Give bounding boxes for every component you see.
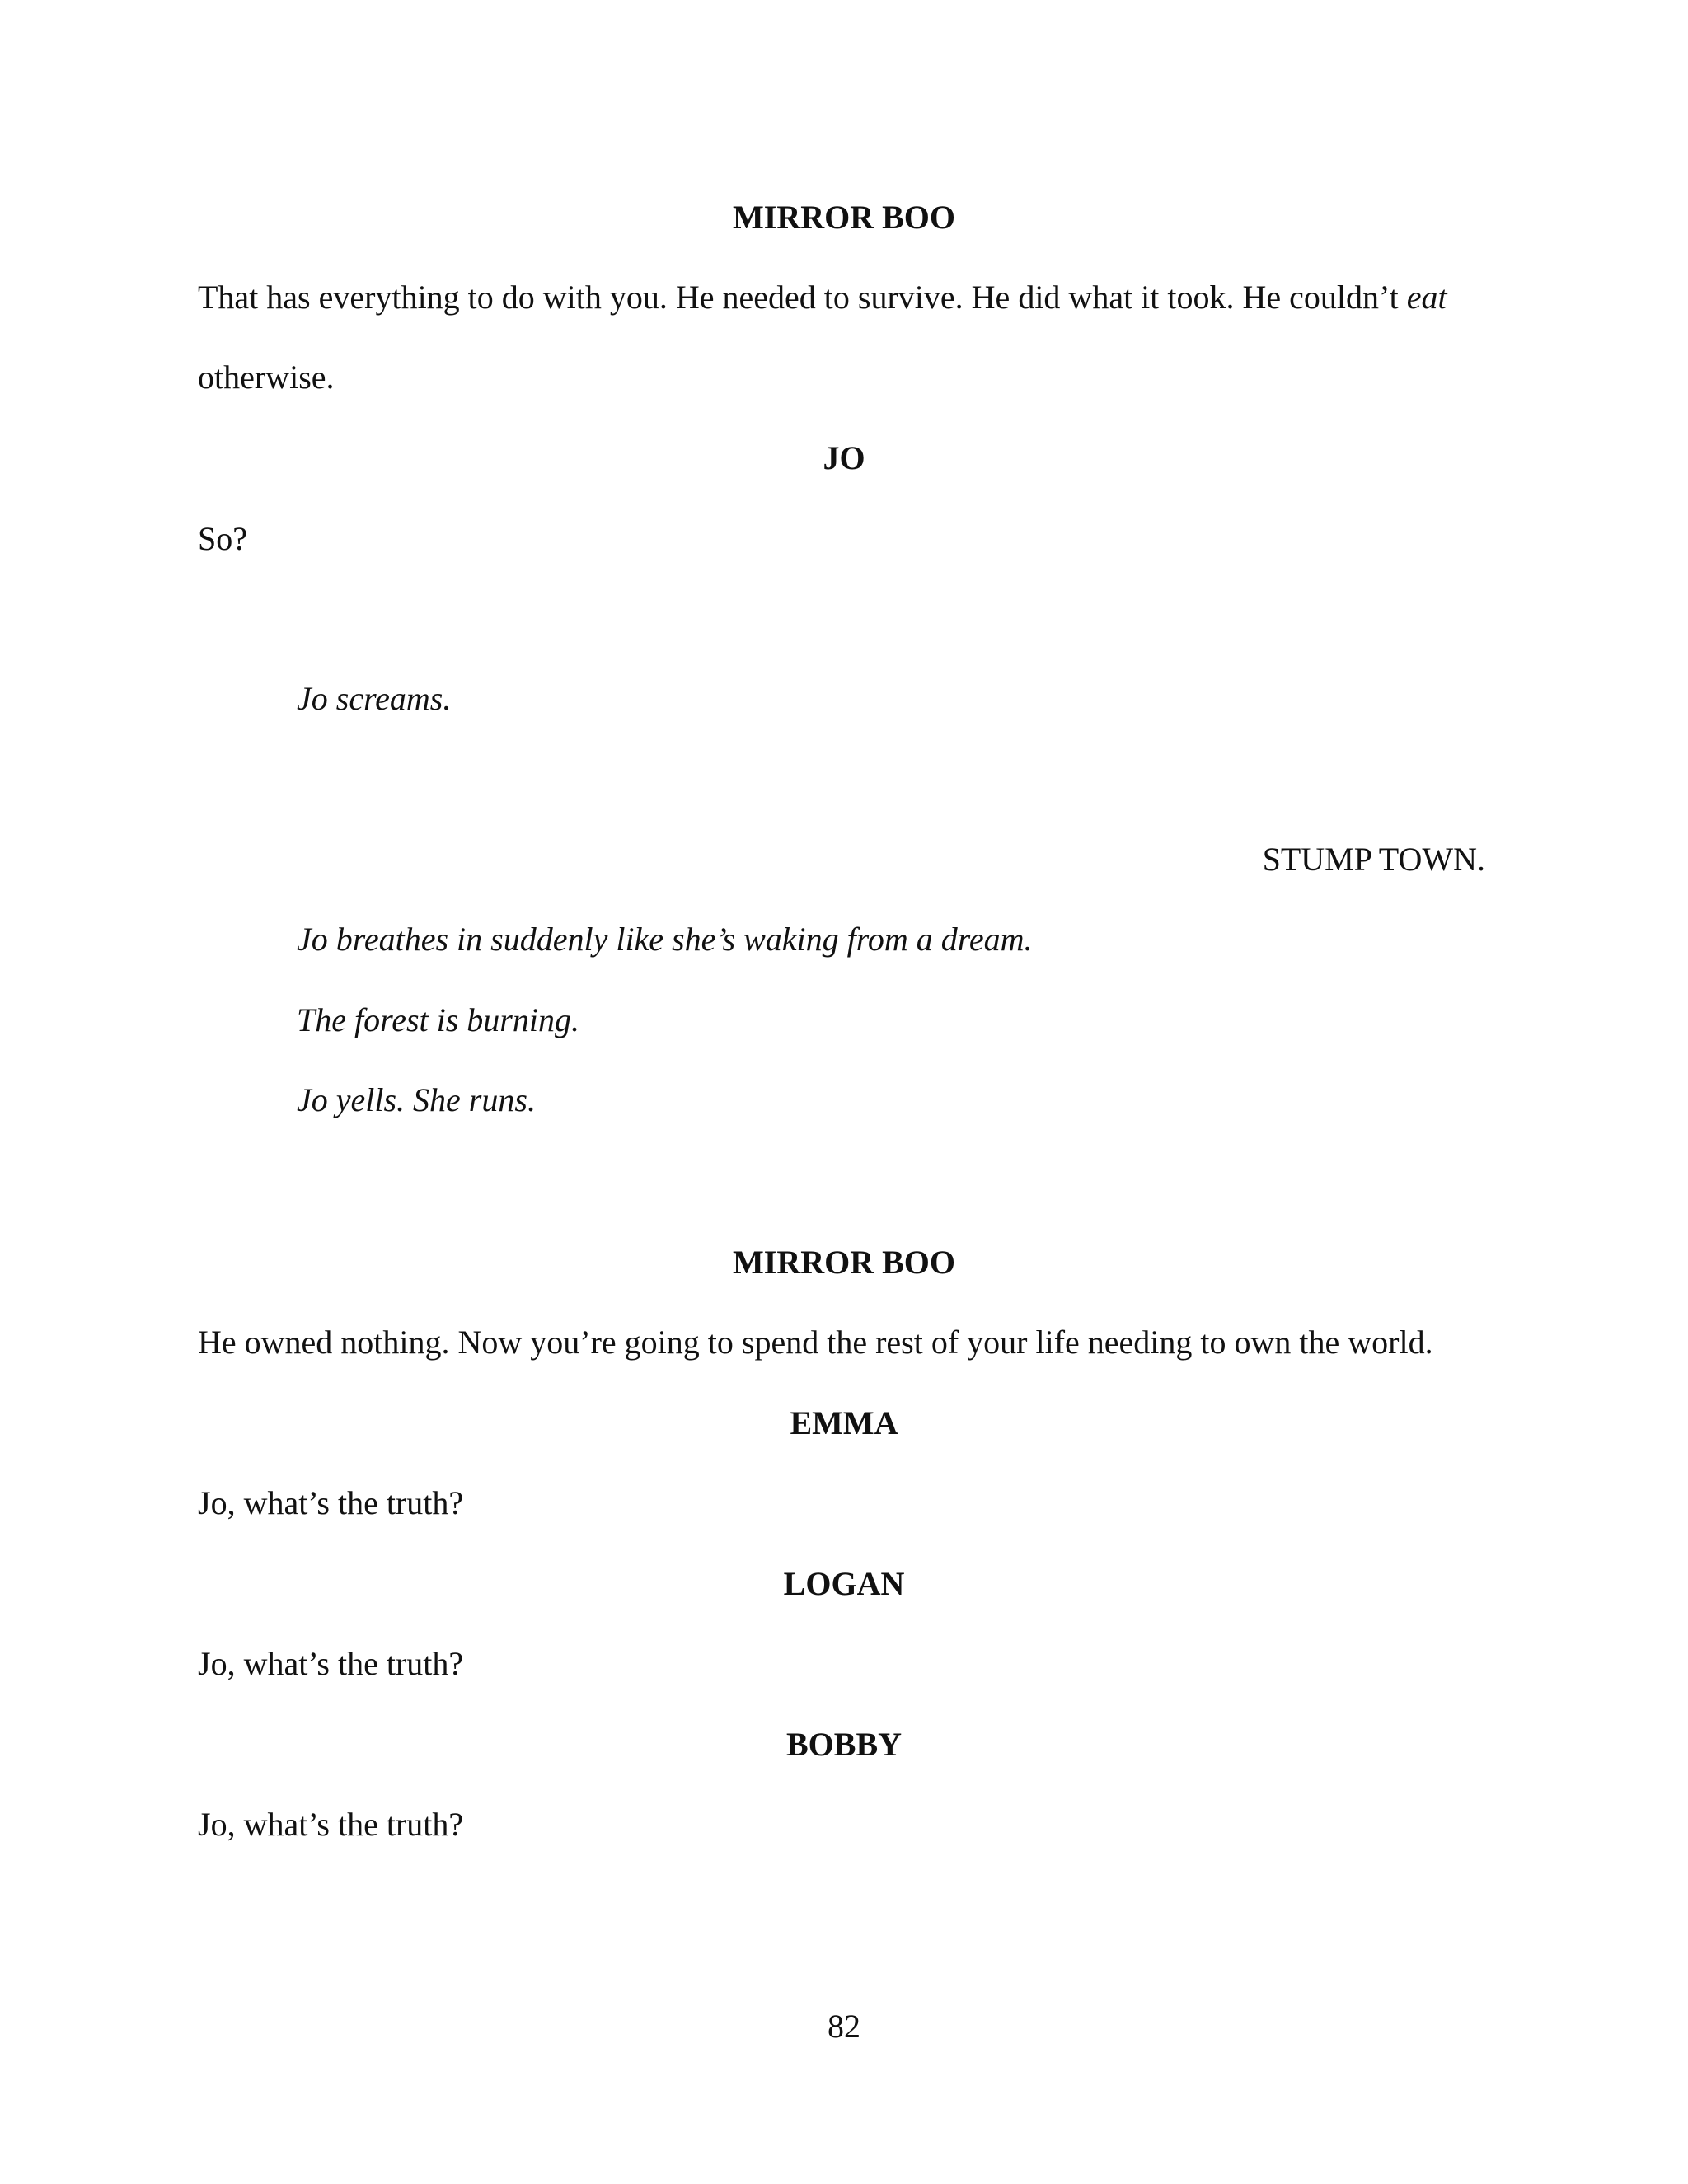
page-number: 82 [828, 2008, 860, 2045]
character-name: MIRROR BOO [733, 1244, 955, 1281]
character-name: JO [823, 439, 865, 476]
stage-direction: The forest is burning. [297, 1001, 579, 1038]
stage-direction: Jo breathes in suddenly like she’s waking from a dream. [297, 921, 1033, 958]
dialogue-line: Jo, what’s the truth? [198, 1806, 464, 1843]
stage-direction: Jo screams. [297, 680, 452, 717]
character-name: EMMA [790, 1404, 898, 1441]
dialogue-line: Jo, what’s the truth? [198, 1484, 464, 1521]
character-name: MIRROR BOO [733, 199, 955, 236]
dialogue-line: Jo, what’s the truth? [198, 1645, 464, 1682]
stage-direction: Jo yells. She runs. [297, 1081, 536, 1118]
dialogue-line [198, 278, 1447, 317]
dialogue-line: He owned nothing. Now you’re going to spend the rest of your life needing to own the world. [198, 1324, 1433, 1361]
dialogue-text: That has everything to do with you. He needed to survive. He did what it took. He couldn’t [198, 279, 1407, 316]
character-name: LOGAN [783, 1565, 905, 1602]
dialogue-line: otherwise. [198, 359, 335, 396]
character-name: BOBBY [785, 1726, 903, 1763]
dialogue-line: So? [198, 520, 247, 557]
scene-heading: STUMP TOWN. [1262, 841, 1485, 878]
dialogue-emphasis: eat [1406, 279, 1447, 316]
